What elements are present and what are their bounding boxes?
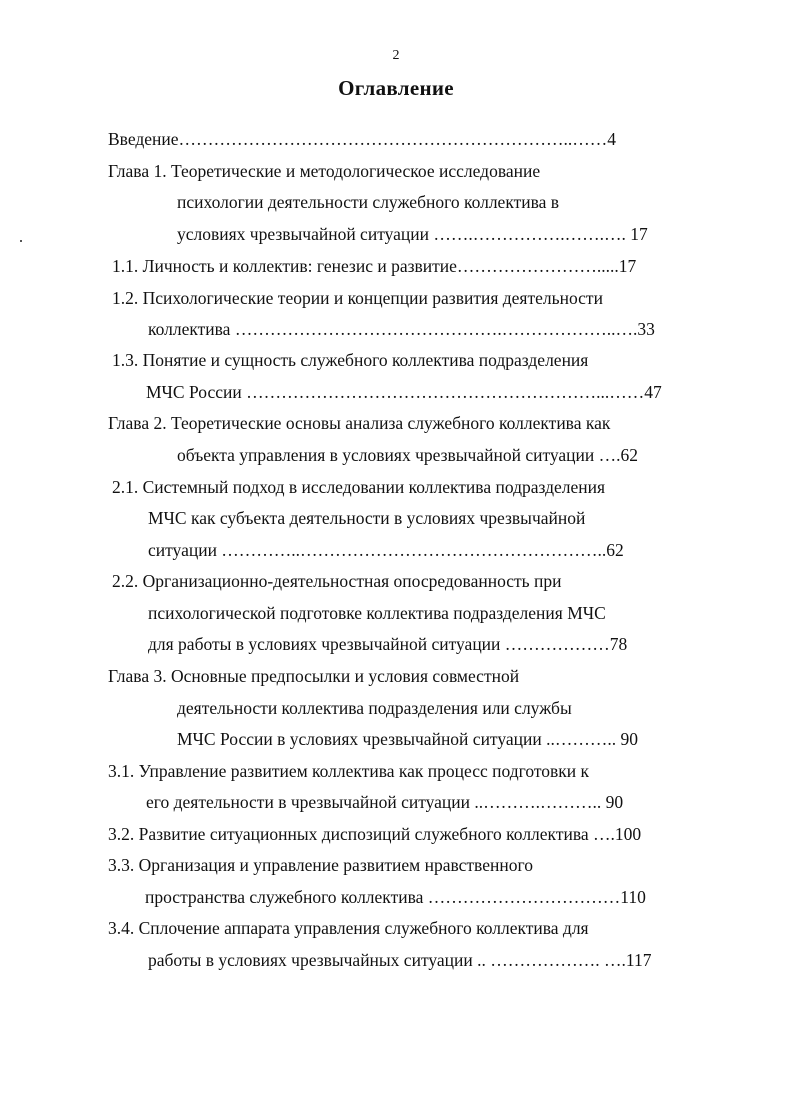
toc-entry-section-1-1: 1.1. Личность и коллектив: генезис и развитие…………………….....17 [112,256,637,276]
toc-entry-chapter-3-line-2: деятельности коллектива подразделения или службы [177,698,572,718]
toc-entry-section-1-3-line-1: 1.3. Понятие и сущность служебного коллектива подразделения [112,350,589,370]
toc-entry-chapter-2-line-2: объекта управления в условиях чрезвычайной ситуации ….62 [177,445,639,465]
toc-entry-section-1-2-line-1: 1.2. Психологические теории и концепции развития деятельности [112,288,603,308]
toc-entry-section-2-2-line-3: для работы в условиях чрезвычайной ситуации ………………78 [148,634,628,654]
toc-entry-section-3-4-line-2: работы в условиях чрезвычайных ситуации .. ………………. ….117 [148,950,652,970]
toc-entry-section-2-2-line-2: психологической подготовке коллектива подразделения МЧС [148,603,606,623]
toc-entry-chapter-3-line-3: МЧС России в условиях чрезвычайной ситуации ..……….. 90 [177,729,638,749]
toc-title: Оглавление [338,76,454,100]
toc-entry-section-1-2-line-2: коллектива ……………………………………….………………..….33 [148,319,655,339]
toc-entry-section-2-1-line-2: МЧС как субъекта деятельности в условиях чрезвычайной [148,508,586,528]
toc-entry-section-2-2-line-1: 2.2. Организационно-деятельностная опосредованность при [112,571,562,591]
toc-entry-section-2-1-line-3: ситуации …………..……………………………………………..62 [148,540,624,560]
toc-entry-section-3-1-line-2: его деятельности в чрезвычайной ситуации ..……….……….. 90 [146,792,624,812]
toc-entry-section-3-1-line-1: 3.1. Управление развитием коллектива как процесс подготовки к [108,761,590,781]
toc-entry-section-3-4-line-1: 3.4. Сплочение аппарата управления служебного коллектива для [108,918,589,938]
scan-speck [20,240,22,242]
page-number: 2 [392,48,400,63]
toc-entry-chapter-1-line-1: Глава 1. Теоретические и методологическое исследование [108,161,541,181]
toc-entry-section-1-3-line-2: МЧС России ……………………………………………………...……47 [146,382,662,402]
toc-entry-section-3-3-line-1: 3.3. Организация и управление развитием нравственного [108,855,533,875]
toc-entry-chapter-3-line-1: Глава 3. Основные предпосылки и условия совместной [108,666,520,686]
toc-entry-section-2-1-line-1: 2.1. Системный подход в исследовании коллектива подразделения [112,477,606,497]
toc-entry-section-3-3-line-2: пространства служебного коллектива ……………………………110 [145,887,646,907]
toc-entry-chapter-2-line-1: Глава 2. Теоретические основы анализа служебного коллектива как [108,413,611,433]
toc-entry-intro: Введение…………………………………………………………..……4 [108,129,617,149]
toc-entry-chapter-1-line-2: психологии деятельности служебного коллектива в [177,192,560,212]
toc-entry-section-3-2: 3.2. Развитие ситуационных диспозиций служебного коллектива ….100 [108,824,642,844]
toc-entry-chapter-1-line-3: условиях чрезвычайной ситуации …….…………….…….…. 17 [177,224,648,244]
